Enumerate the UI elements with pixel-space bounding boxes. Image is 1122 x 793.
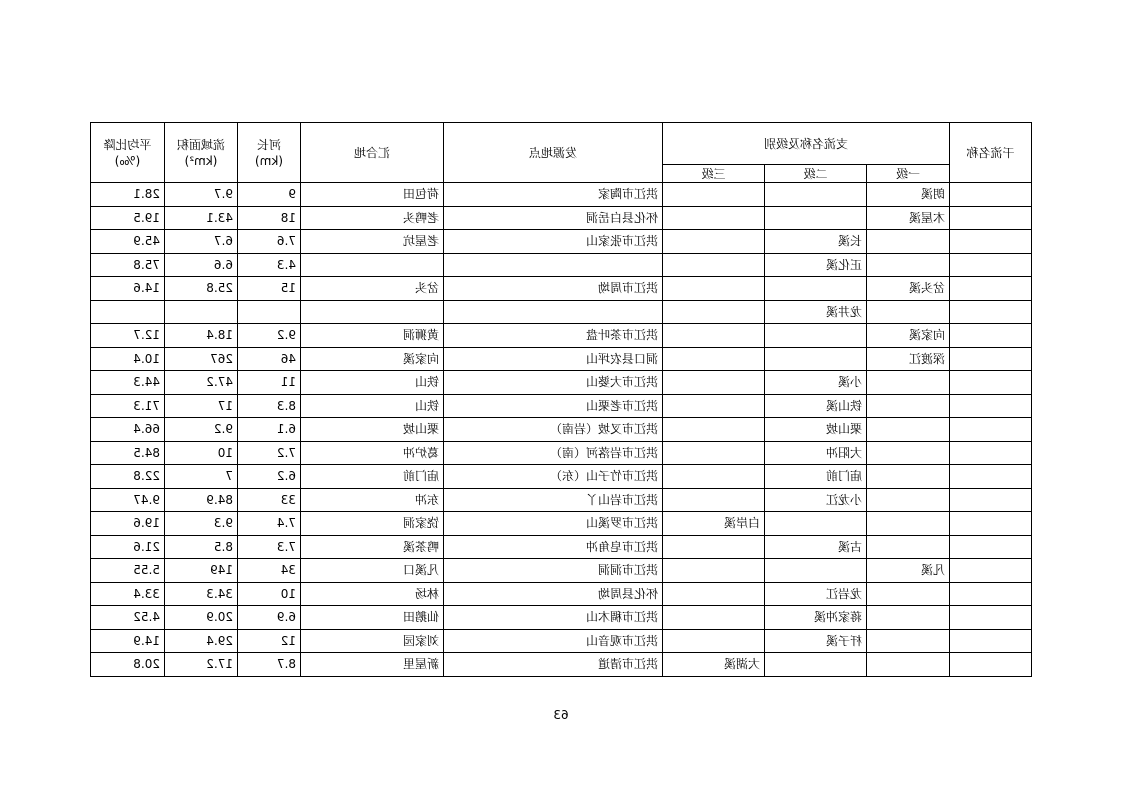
cell-branch-level2 xyxy=(765,512,867,536)
cell-branch-level1 xyxy=(867,253,950,277)
cell-main-river xyxy=(950,277,1032,301)
header-area-label: 流域面积 xyxy=(176,137,225,152)
table-row xyxy=(90,394,1031,418)
cell-source xyxy=(443,253,662,277)
cell-confluence: 新屋里 xyxy=(300,653,443,677)
cell-area: 9.3 xyxy=(164,512,237,536)
cell-area: 7 xyxy=(164,465,237,489)
cell-source: 洪江市叉坡（岩南） xyxy=(443,418,662,442)
header-area xyxy=(164,123,237,183)
header-length xyxy=(237,123,300,183)
cell-branch-level1: 岔头溪 xyxy=(867,277,950,301)
cell-confluence: 林场 xyxy=(300,582,443,606)
cell-main-river xyxy=(950,300,1032,324)
cell-source: 洞口县农坪山 xyxy=(443,347,662,371)
table-row xyxy=(90,559,1031,583)
cell-branch-level2: 小龙江 xyxy=(765,488,867,512)
cell-area: 17 xyxy=(164,394,237,418)
table-body xyxy=(90,183,1031,677)
cell-slope: 5.55 xyxy=(90,559,164,583)
cell-branch-level2 xyxy=(765,347,867,371)
cell-slope: 33.4 xyxy=(90,582,164,606)
cell-slope: 21.6 xyxy=(90,535,164,559)
cell-source: 洪江市茶叶盘 xyxy=(443,324,662,348)
cell-source: 洪江市皂角冲 xyxy=(443,535,662,559)
table-row xyxy=(90,347,1031,371)
cell-area: 84.9 xyxy=(164,488,237,512)
cell-branch-level3 xyxy=(662,629,764,653)
cell-branch-level3 xyxy=(662,253,764,277)
cell-main-river xyxy=(950,488,1032,512)
table-row xyxy=(90,230,1031,254)
cell-branch-level3 xyxy=(662,230,764,254)
header-area-unit: (km²) xyxy=(184,153,218,168)
table-row xyxy=(90,653,1031,677)
cell-main-river xyxy=(950,371,1032,395)
cell-confluence: 饶家洞 xyxy=(300,512,443,536)
cell-main-river xyxy=(950,441,1032,465)
table-row xyxy=(90,488,1031,512)
cell-slope: 12.7 xyxy=(90,324,164,348)
table-row xyxy=(90,277,1031,301)
cell-branch-level1 xyxy=(867,441,950,465)
cell-slope: 84.5 xyxy=(90,441,164,465)
cell-branch-level2: 龙井溪 xyxy=(765,300,867,324)
cell-branch-level1: 木屋溪 xyxy=(867,206,950,230)
cell-confluence: 仙鹅田 xyxy=(300,606,443,630)
header-branch: 支流名称及级别 xyxy=(662,123,949,165)
cell-length: 7.2 xyxy=(237,441,300,465)
cell-branch-level3 xyxy=(662,606,764,630)
cell-branch-level2 xyxy=(765,559,867,583)
cell-confluence: 铁山 xyxy=(300,371,443,395)
cell-branch-level1: 凡溪 xyxy=(867,559,950,583)
cell-main-river xyxy=(950,418,1032,442)
cell-main-river xyxy=(950,512,1032,536)
cell-length: 7.6 xyxy=(237,230,300,254)
cell-main-river xyxy=(950,653,1032,677)
cell-length: 8.7 xyxy=(237,653,300,677)
cell-confluence xyxy=(300,253,443,277)
cell-branch-level3 xyxy=(662,183,764,207)
cell-length: 4.3 xyxy=(237,253,300,277)
cell-main-river xyxy=(950,559,1032,583)
cell-main-river xyxy=(950,629,1032,653)
header-length-label: 河长 xyxy=(256,137,281,152)
cell-area: 267 xyxy=(164,347,237,371)
cell-branch-level2: 铁山溪 xyxy=(765,394,867,418)
cell-slope: 14.6 xyxy=(90,277,164,301)
cell-branch-level3 xyxy=(662,206,764,230)
cell-slope: 19.6 xyxy=(90,512,164,536)
cell-source: 怀化县周坳 xyxy=(443,582,662,606)
page-number: 63 xyxy=(553,708,569,722)
table-row xyxy=(90,629,1031,653)
cell-branch-level2 xyxy=(765,277,867,301)
cell-slope: 9.47 xyxy=(90,488,164,512)
cell-length: 33 xyxy=(237,488,300,512)
table-row xyxy=(90,535,1031,559)
cell-branch-level3 xyxy=(662,418,764,442)
table-row xyxy=(90,324,1031,348)
cell-main-river xyxy=(950,324,1032,348)
cell-area: 8.5 xyxy=(164,535,237,559)
cell-branch-level1 xyxy=(867,394,950,418)
cell-source: 洪江市竹子山（东） xyxy=(443,465,662,489)
cell-confluence: 铁山 xyxy=(300,394,443,418)
cell-slope: 45.9 xyxy=(90,230,164,254)
cell-main-river xyxy=(950,347,1032,371)
cell-main-river xyxy=(950,230,1032,254)
header-confluence: 汇合地 xyxy=(300,123,443,183)
table-row xyxy=(90,512,1031,536)
cell-area: 6.7 xyxy=(164,230,237,254)
table-row xyxy=(90,465,1031,489)
cell-branch-level1: 深渡江 xyxy=(867,347,950,371)
table-row xyxy=(90,371,1031,395)
cell-source: 洪江市观音山 xyxy=(443,629,662,653)
cell-confluence: 老屋坑 xyxy=(300,230,443,254)
cell-source: 洪江市稠木山 xyxy=(443,606,662,630)
cell-slope: 66.4 xyxy=(90,418,164,442)
table-row xyxy=(90,582,1031,606)
header-slope-unit: (‰) xyxy=(114,153,141,168)
cell-main-river xyxy=(950,253,1032,277)
cell-branch-level1 xyxy=(867,300,950,324)
cell-branch-level2 xyxy=(765,206,867,230)
cell-slope xyxy=(90,300,164,324)
cell-branch-level1 xyxy=(867,653,950,677)
cell-length: 15 xyxy=(237,277,300,301)
cell-branch-level1 xyxy=(867,535,950,559)
cell-length: 9 xyxy=(237,183,300,207)
cell-slope: 28.1 xyxy=(90,183,164,207)
cell-branch-level2 xyxy=(765,324,867,348)
cell-branch-level1 xyxy=(867,488,950,512)
cell-branch-level3 xyxy=(662,535,764,559)
cell-slope: 71.3 xyxy=(90,394,164,418)
cell-slope: 44.3 xyxy=(90,371,164,395)
cell-source: 洪江市陶家 xyxy=(443,183,662,207)
cell-branch-level3: 大湖溪 xyxy=(662,653,764,677)
cell-length: 6.2 xyxy=(237,465,300,489)
cell-branch-level1 xyxy=(867,606,950,630)
cell-length: 7.3 xyxy=(237,535,300,559)
cell-source: 洪江市清道 xyxy=(443,653,662,677)
cell-branch-level3 xyxy=(662,347,764,371)
cell-branch-level1: 向家溪 xyxy=(867,324,950,348)
cell-branch-level2: 大阳冲 xyxy=(765,441,867,465)
cell-source: 洪江市周坳 xyxy=(443,277,662,301)
cell-source xyxy=(443,300,662,324)
cell-source: 洪江市老栗山 xyxy=(443,394,662,418)
cell-main-river xyxy=(950,394,1032,418)
cell-branch-level2: 古溪 xyxy=(765,535,867,559)
cell-branch-level3 xyxy=(662,394,764,418)
cell-branch-level2: 栗山坡 xyxy=(765,418,867,442)
cell-length: 8.3 xyxy=(237,394,300,418)
cell-slope: 20.8 xyxy=(90,653,164,677)
cell-confluence: 老鸭头 xyxy=(300,206,443,230)
table-row xyxy=(90,606,1031,630)
cell-slope: 14.9 xyxy=(90,629,164,653)
cell-branch-level3 xyxy=(662,488,764,512)
table-row xyxy=(90,441,1031,465)
cell-branch-level3 xyxy=(662,465,764,489)
cell-length: 10 xyxy=(237,582,300,606)
cell-main-river xyxy=(950,535,1032,559)
cell-confluence: 凡溪口 xyxy=(300,559,443,583)
cell-branch-level3 xyxy=(662,371,764,395)
table-row xyxy=(90,300,1031,324)
cell-slope: 19.5 xyxy=(90,206,164,230)
cell-source: 洪江市大婆山 xyxy=(443,371,662,395)
cell-branch-level2 xyxy=(765,183,867,207)
cell-branch-level1: 朗溪 xyxy=(867,183,950,207)
table-row xyxy=(90,253,1031,277)
cell-branch-level1 xyxy=(867,418,950,442)
cell-main-river xyxy=(950,606,1032,630)
cell-confluence: 鸭茶溪 xyxy=(300,535,443,559)
cell-length: 46 xyxy=(237,347,300,371)
cell-confluence: 向家溪 xyxy=(300,347,443,371)
cell-branch-level1 xyxy=(867,629,950,653)
cell-length: 9.2 xyxy=(237,324,300,348)
cell-branch-level1 xyxy=(867,582,950,606)
cell-length: 12 xyxy=(237,629,300,653)
cell-length: 6.9 xyxy=(237,606,300,630)
cell-source: 洪江市岩落河（南） xyxy=(443,441,662,465)
cell-area: 6.6 xyxy=(164,253,237,277)
cell-area: 25.8 xyxy=(164,277,237,301)
cell-area: 34.3 xyxy=(164,582,237,606)
cell-branch-level3 xyxy=(662,559,764,583)
cell-branch-level2: 杆子溪 xyxy=(765,629,867,653)
cell-confluence: 黄狮洞 xyxy=(300,324,443,348)
cell-area: 43.1 xyxy=(164,206,237,230)
cell-main-river xyxy=(950,206,1032,230)
cell-branch-level1 xyxy=(867,512,950,536)
river-table xyxy=(90,122,1032,677)
cell-area: 9.7 xyxy=(164,183,237,207)
cell-branch-level1 xyxy=(867,230,950,254)
cell-branch-level2: 庙门前 xyxy=(765,465,867,489)
header-slope-label: 平均比降 xyxy=(103,137,152,152)
cell-branch-level2: 正化溪 xyxy=(765,253,867,277)
cell-source: 洪江市张家山 xyxy=(443,230,662,254)
cell-confluence: 栗山坡 xyxy=(300,418,443,442)
cell-confluence: 荷包田 xyxy=(300,183,443,207)
cell-branch-level3 xyxy=(662,582,764,606)
cell-confluence xyxy=(300,300,443,324)
cell-slope: 4.52 xyxy=(90,606,164,630)
table-header xyxy=(90,123,1031,183)
header-length-unit: (km) xyxy=(254,153,283,168)
cell-length: 18 xyxy=(237,206,300,230)
cell-source: 洪江市岩山丫 xyxy=(443,488,662,512)
cell-area: 9.2 xyxy=(164,418,237,442)
cell-main-river xyxy=(950,465,1032,489)
header-main-river: 干流名称 xyxy=(950,123,1032,183)
cell-branch-level2 xyxy=(765,653,867,677)
cell-branch-level1 xyxy=(867,371,950,395)
cell-main-river xyxy=(950,582,1032,606)
table-row xyxy=(90,206,1031,230)
cell-source: 洪江市罗溪山 xyxy=(443,512,662,536)
cell-length xyxy=(237,300,300,324)
cell-branch-level3 xyxy=(662,300,764,324)
table-row xyxy=(90,418,1031,442)
header-level1: 一级 xyxy=(867,165,950,183)
cell-slope: 75.8 xyxy=(90,253,164,277)
cell-source: 怀化县白岳洞 xyxy=(443,206,662,230)
cell-area: 20.9 xyxy=(164,606,237,630)
cell-area: 29.4 xyxy=(164,629,237,653)
cell-branch-level2: 小溪 xyxy=(765,371,867,395)
cell-length: 34 xyxy=(237,559,300,583)
cell-area: 17.2 xyxy=(164,653,237,677)
cell-slope: 22.8 xyxy=(90,465,164,489)
cell-branch-level3 xyxy=(662,277,764,301)
table-row xyxy=(90,183,1031,207)
cell-confluence: 庙门前 xyxy=(300,465,443,489)
cell-confluence: 葛炉冲 xyxy=(300,441,443,465)
cell-confluence: 东冲 xyxy=(300,488,443,512)
cell-branch-level3: 白岸溪 xyxy=(662,512,764,536)
cell-branch-level3 xyxy=(662,324,764,348)
cell-area xyxy=(164,300,237,324)
header-level2: 二级 xyxy=(765,165,867,183)
cell-length: 11 xyxy=(237,371,300,395)
cell-length: 7.4 xyxy=(237,512,300,536)
cell-branch-level3 xyxy=(662,441,764,465)
cell-slope: 10.4 xyxy=(90,347,164,371)
cell-source: 洪江市洞洞 xyxy=(443,559,662,583)
cell-main-river xyxy=(950,183,1032,207)
cell-area: 47.2 xyxy=(164,371,237,395)
cell-area: 149 xyxy=(164,559,237,583)
cell-branch-level2: 蒋家冲溪 xyxy=(765,606,867,630)
cell-confluence: 岔头 xyxy=(300,277,443,301)
cell-area: 18.4 xyxy=(164,324,237,348)
cell-branch-level2: 龙岩江 xyxy=(765,582,867,606)
cell-branch-level1 xyxy=(867,465,950,489)
cell-branch-level2: 长溪 xyxy=(765,230,867,254)
header-level3: 三级 xyxy=(662,165,764,183)
cell-length: 6.1 xyxy=(237,418,300,442)
cell-confluence: 刘家园 xyxy=(300,629,443,653)
header-source: 发源地点 xyxy=(443,123,662,183)
cell-area: 10 xyxy=(164,441,237,465)
header-slope xyxy=(90,123,164,183)
